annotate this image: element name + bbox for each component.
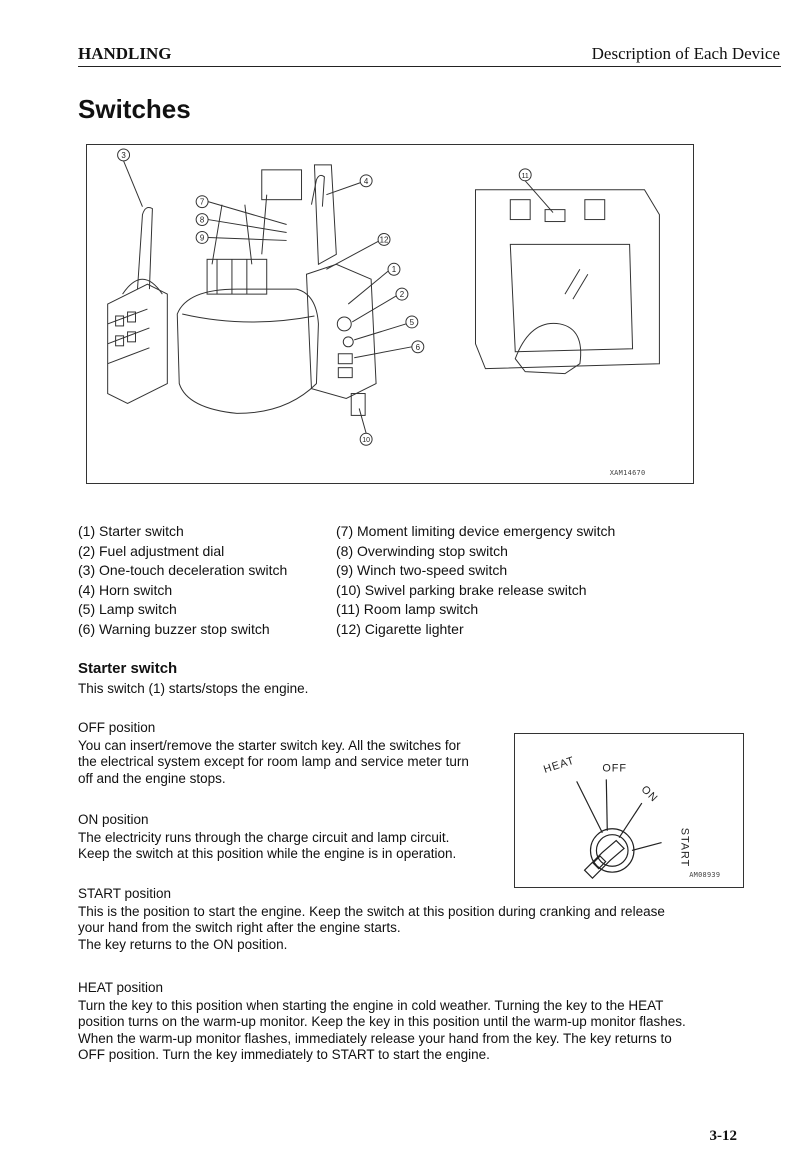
callout-5 <box>354 316 418 340</box>
callout-2 <box>352 288 408 322</box>
svg-text:2: 2 <box>399 290 405 300</box>
legend-item: (9) Winch two-speed switch <box>336 562 508 578</box>
legend-right <box>336 522 656 639</box>
on-title: ON position <box>78 812 149 827</box>
svg-text:4: 4 <box>363 176 369 186</box>
heat-title: HEAT position <box>78 980 164 995</box>
header-rule <box>78 66 781 67</box>
callout-6 <box>354 341 424 358</box>
starter-key-illustration <box>514 733 744 888</box>
heat-line: When the warm-up monitor flashes, immediately release your hand from the key. The key returns to <box>78 1030 672 1046</box>
header-section: HANDLING <box>78 44 172 63</box>
off-line: You can insert/remove the starter switch key. All the switches for <box>78 738 461 754</box>
page-number: 3-12 <box>709 1128 737 1144</box>
section-intro: This switch (1) starts/stops the engine. <box>78 681 309 696</box>
svg-text:8: 8 <box>199 215 205 225</box>
svg-text:7: 7 <box>199 197 205 207</box>
legend-item: (8) Overwinding stop switch <box>336 542 508 559</box>
start-line: your hand from the switch right after the engine starts. <box>78 920 401 936</box>
callout-9 <box>196 231 286 243</box>
legend-item: (5) Lamp switch <box>78 601 177 617</box>
legend-item: (3) One-touch deceleration switch <box>78 562 288 578</box>
off-line: off and the engine stops. <box>78 770 226 786</box>
start-line: The key returns to the ON position. <box>78 936 288 952</box>
key-switch-drawing <box>515 734 743 887</box>
legend-item: (7) Moment limiting device emergency switch <box>336 523 616 539</box>
section-heading: Starter switch <box>78 660 178 677</box>
cab-line-drawing <box>87 145 693 483</box>
heat-label: HEAT <box>542 754 577 776</box>
svg-text:3: 3 <box>121 150 126 160</box>
svg-text:10: 10 <box>362 437 371 445</box>
start-line: This is the position to start the engine. Keep the switch at this position during cranking and release <box>78 904 665 920</box>
operator-cab-illustration <box>86 144 694 484</box>
on-label: ON <box>638 783 661 805</box>
heat-position-block <box>78 980 768 1063</box>
page-title: Switches <box>78 94 191 124</box>
legend-item: (2) Fuel adjustment dial <box>78 542 225 559</box>
heat-line: OFF position. Turn the key immediately to START to start the engine. <box>78 1046 490 1062</box>
svg-text:12: 12 <box>379 235 389 245</box>
callout-3 <box>118 149 143 207</box>
heat-line: Turn the key to this position when starting the engine in cold weather. Turning the key to the HEAT <box>78 998 664 1014</box>
start-position-block <box>78 886 758 953</box>
on-position-block <box>78 812 508 863</box>
off-title: OFF position <box>78 720 156 735</box>
callout-8 <box>196 214 286 233</box>
start-label: START <box>678 827 691 868</box>
svg-text:9: 9 <box>199 233 205 243</box>
off-label: OFF <box>602 762 628 775</box>
heat-line: position turns on the warm-up monitor. Keep the key in this position until the warm-up monitor flashes. <box>78 1014 686 1030</box>
callout-11 <box>519 169 553 213</box>
on-line: Keep the switch at this position while the engine is in operation. <box>78 846 457 862</box>
svg-text:6: 6 <box>415 342 421 352</box>
svg-text:5: 5 <box>409 317 415 327</box>
legend-item: (4) Horn switch <box>78 581 173 598</box>
legend-item: (1) Starter switch <box>78 523 184 539</box>
legend-item: (10) Swivel parking brake release switch <box>336 581 587 598</box>
legend-left <box>78 522 338 639</box>
off-line: the electrical system except for room lamp and service meter turn <box>78 754 469 770</box>
off-position-block <box>78 720 508 787</box>
figure-code: XAM14670 <box>609 469 646 478</box>
start-title: START position <box>78 886 172 901</box>
key-figure-code: AM08939 <box>689 871 721 880</box>
header-chapter: Description of Each Device <box>591 44 780 63</box>
on-line: The electricity runs through the charge circuit and lamp circuit. <box>78 830 450 846</box>
legend-item: (12) Cigarette lighter <box>336 620 464 637</box>
legend-item: (11) Room lamp switch <box>336 601 479 617</box>
svg-text:11: 11 <box>521 172 529 180</box>
legend-item: (6) Warning buzzer stop switch <box>78 620 270 637</box>
svg-text:1: 1 <box>391 265 397 275</box>
